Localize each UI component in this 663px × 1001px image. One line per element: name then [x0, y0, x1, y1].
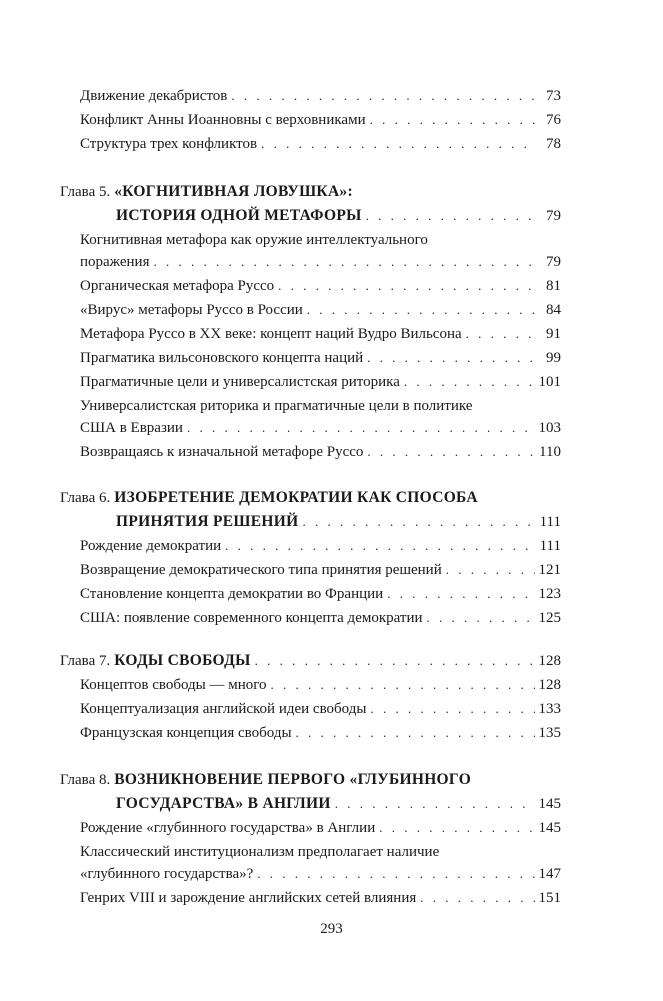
toc-leader-dots	[257, 864, 534, 884]
toc-entry-line1	[80, 230, 561, 250]
toc-leader-dots	[302, 512, 535, 532]
toc-entry	[80, 372, 561, 392]
toc-entry-title: Возвращаясь к изначальной метафоре Руссо	[80, 444, 364, 460]
toc-entry-title: Конфликт Анны Иоанновны с верховниками	[80, 112, 366, 128]
chapter-heading	[60, 770, 561, 790]
toc-leader-dots	[366, 206, 535, 226]
toc-leader-dots	[278, 276, 535, 296]
toc-entry-title: Возвращение демократического типа принятия решений	[80, 562, 442, 578]
toc-entry-page: 125	[538, 610, 561, 626]
toc-entry	[80, 864, 561, 884]
toc-entry	[80, 252, 561, 272]
toc-leader-dots	[187, 418, 535, 438]
toc-entry	[80, 300, 561, 320]
chapter-label: Глава 5.	[60, 184, 111, 200]
toc-entry-page: 78	[546, 136, 561, 152]
toc-entry-title: Рождение «глубинного государства» в Англии	[80, 820, 376, 836]
toc-leader-dots	[404, 372, 535, 392]
toc-entry	[80, 675, 561, 695]
toc-entry-page: 110	[539, 444, 561, 460]
toc-entry-title: Генрих VIII и зарождение английских сетей влияния	[80, 890, 417, 906]
toc-entry-page: 76	[546, 112, 561, 128]
toc-entry-page: 145	[538, 820, 561, 836]
toc-entry-title: Французская концепция свободы	[80, 725, 292, 741]
toc-entry-page: 147	[538, 866, 561, 882]
chapter-heading-cont	[116, 512, 561, 532]
toc-leader-dots	[446, 560, 535, 580]
toc-entry	[80, 276, 561, 296]
chapter-title: ИСТОРИЯ ОДНОЙ МЕТАФОРЫ	[116, 207, 362, 224]
toc-entry	[80, 584, 561, 604]
toc-entry-page: 128	[538, 677, 561, 693]
toc-entry-title: Становление концепта демократии во Франции	[80, 586, 384, 602]
toc-leader-dots	[367, 442, 535, 462]
toc-leader-dots	[296, 723, 535, 743]
toc-entry-title: «глубинного государства»?	[80, 866, 254, 882]
toc-entry	[80, 608, 561, 628]
page-number: 293	[320, 921, 343, 937]
toc-entry-page: 121	[538, 562, 561, 578]
toc-entry-title: «Вирус» метафоры Руссо в России	[80, 302, 303, 318]
toc-entry-line1	[80, 396, 561, 416]
toc-entry-title: Классический институционализм предполагает наличие	[80, 844, 440, 860]
toc-leader-dots	[231, 86, 535, 106]
chapter-page: 111	[539, 514, 561, 530]
toc-entry	[80, 723, 561, 743]
chapter-label: Глава 7.	[60, 653, 111, 669]
toc-leader-dots	[153, 252, 535, 272]
chapter-heading	[60, 488, 561, 508]
toc-entry	[80, 888, 561, 908]
toc-entry	[80, 442, 561, 462]
chapter-label: Глава 6.	[60, 490, 111, 506]
toc-entry-title: Концептов свободы — много	[80, 677, 267, 693]
toc-leader-dots	[420, 888, 534, 908]
toc-entry	[80, 536, 561, 556]
toc-entry-title: США в Евразии	[80, 420, 183, 436]
toc-entry-page: 123	[538, 586, 561, 602]
toc-entry-page: 91	[546, 326, 561, 342]
toc-entry-title: поражения	[80, 254, 150, 270]
toc-entry-title: Прагматичные цели и универсалистская риторика	[80, 374, 400, 390]
toc-entry-title: Когнитивная метафора как оружие интеллектуального	[80, 232, 428, 248]
toc-entry	[80, 699, 561, 719]
toc-entry	[80, 324, 561, 344]
toc-leader-dots	[466, 324, 535, 344]
toc-leader-dots	[379, 818, 534, 838]
toc-entry-page: 135	[538, 725, 561, 741]
toc-leader-dots	[225, 536, 535, 556]
toc-entry-title: Органическая метафора Руссо	[80, 278, 275, 294]
chapter-title: КОДЫ СВОБОДЫ	[114, 652, 251, 669]
toc-entry-title: Структура трех конфликтов	[80, 136, 258, 152]
chapter-page: 79	[546, 208, 561, 224]
chapter-heading	[60, 182, 561, 202]
toc-entry	[80, 134, 561, 154]
chapter-heading-cont	[116, 794, 561, 814]
toc-leader-dots	[335, 794, 535, 814]
chapter-heading-cont	[116, 206, 561, 226]
toc-leader-dots	[387, 584, 534, 604]
chapter-title: ВОЗНИКНОВЕНИЕ ПЕРВОГО «ГЛУБИННОГО	[114, 771, 472, 788]
toc-entry-page: 101	[538, 374, 561, 390]
toc-entry-title: США: появление современного концепта демократии	[80, 610, 423, 626]
toc-entry-page: 151	[538, 890, 561, 906]
toc-entry-page: 99	[546, 350, 561, 366]
toc-entry	[80, 110, 561, 130]
chapter-title: «КОГНИТИВНАЯ ЛОВУШКА»:	[114, 183, 353, 200]
chapter-title: ИЗОБРЕТЕНИЕ ДЕМОКРАТИИ КАК СПОСОБА	[114, 489, 478, 506]
toc-entry-page: 133	[538, 701, 561, 717]
chapter-heading	[60, 651, 561, 671]
toc-entry-line1	[80, 842, 561, 862]
chapter-title: ПРИНЯТИЯ РЕШЕНИЙ	[116, 513, 299, 530]
toc-entry	[80, 86, 561, 106]
toc-entry-page: 111	[539, 538, 561, 554]
chapter-page: 128	[538, 653, 561, 669]
toc-entry	[80, 560, 561, 580]
toc-leader-dots	[271, 675, 535, 695]
chapter-title: ГОСУДАРСТВА» В АНГЛИИ	[116, 795, 331, 812]
toc-entry-page: 81	[546, 278, 561, 294]
chapter-label: Глава 8.	[60, 772, 111, 788]
toc-entry-title: Метафора Руссо в XX веке: концепт наций Вудро Вильсона	[80, 326, 462, 342]
toc-leader-dots	[255, 651, 535, 671]
toc-entry-title: Прагматика вильсоновского концепта наций	[80, 350, 364, 366]
toc-leader-dots	[370, 699, 534, 719]
toc-entry	[80, 818, 561, 838]
toc-entry-page: 84	[546, 302, 561, 318]
toc-leader-dots	[370, 110, 535, 130]
toc-entry	[80, 418, 561, 438]
toc-entry-title: Рождение демократии	[80, 538, 222, 554]
toc-entry	[80, 348, 561, 368]
toc-entry-title: Движение декабристов	[80, 88, 228, 104]
toc-leader-dots	[261, 134, 535, 154]
toc-entry-page: 103	[538, 420, 561, 436]
chapter-page: 145	[538, 796, 561, 812]
toc-leader-dots	[307, 300, 535, 320]
toc-entry-title: Универсалистская риторика и прагматичные цели в политике	[80, 398, 473, 414]
toc-entry-page: 73	[546, 88, 561, 104]
toc-entry-page: 79	[546, 254, 561, 270]
toc-entry-title: Концептуализация английской идеи свободы	[80, 701, 367, 717]
toc-leader-dots	[427, 608, 535, 628]
toc-leader-dots	[367, 348, 535, 368]
